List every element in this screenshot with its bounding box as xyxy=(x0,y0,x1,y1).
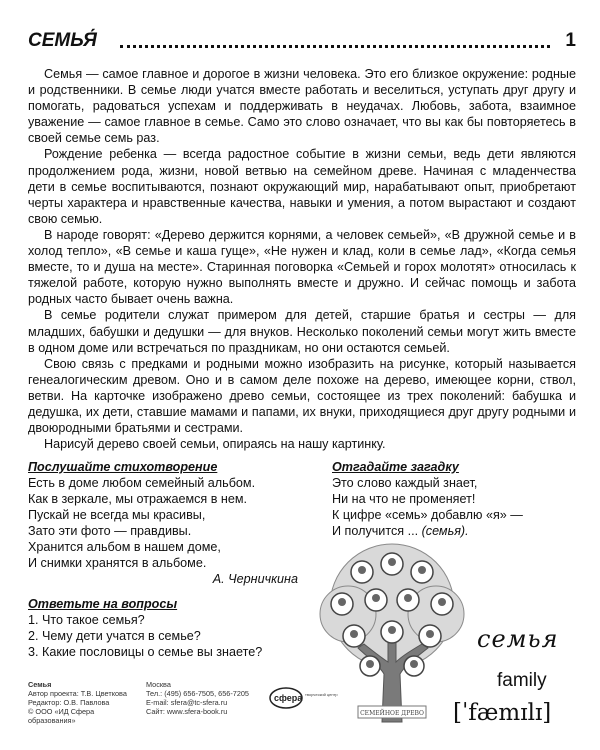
page-title: СЕМЬЯ́ xyxy=(28,30,97,51)
intro-text xyxy=(28,66,576,452)
questions-section xyxy=(28,596,318,660)
title-leader-dots xyxy=(120,45,550,48)
question-item: 1. Что такое семья? xyxy=(28,613,145,627)
tree-caption: СЕМЕЙНОЕ ДРЕВО xyxy=(360,710,424,717)
riddle-line: Это слово каждый знает, xyxy=(332,476,478,490)
footer-left xyxy=(28,680,143,725)
poem-line: Зато эти фото — правдивы. xyxy=(28,524,192,538)
poem-line: Хранится альбом в нашем доме, xyxy=(28,540,221,554)
riddle-heading: Отгадайте загадку xyxy=(332,460,459,474)
poem-heading: Послушайте стихотворение xyxy=(28,460,218,474)
question-item: 3. Какие пословицы о семье вы знаете? xyxy=(28,645,263,659)
footer-city: Москва xyxy=(146,680,171,689)
intro-paragraph: В семье родители служат примером для детей, старшие братья и сестры — для младших, бабушки и дедушки — для внуков. Несколько поколений семьи могут жить вместе в одном доме или встречаться по праздникам, но они остаются семьей. xyxy=(28,308,576,355)
word-russian: семья xyxy=(477,625,559,653)
poem-line: Пускай не всегда мы красивы, xyxy=(28,508,206,522)
footer-right xyxy=(146,680,286,716)
question-item: 2. Чему дети учатся в семье? xyxy=(28,629,201,643)
footer-author: Автор проекта: Т.В. Цветкова xyxy=(28,689,127,698)
intro-paragraph: Семья — самое главное и дорогое в жизни человека. Это его близкое окружение: родные и родственники. В семье люди учатся вместе работать и веселиться, уступать друг другу и помогать, радоваться успехам и поддерживать в неудачах. Любовь, забота, взаимное уважение — самое главное в семье. Само это слово означает, что вы как бы повторяетесь в своей семье семь раз. xyxy=(28,67,576,146)
intro-paragraph: Нарисуй дерево своей семьи, опираясь на нашу картинку. xyxy=(44,437,386,452)
poem-section xyxy=(28,459,318,587)
riddle-answer: (семья). xyxy=(421,524,469,538)
footer-editor: Редактор: О.В. Павлова xyxy=(28,698,110,707)
poem-author: А. Черничкина xyxy=(212,572,298,586)
poem-line: Как в зеркале, мы отражаемся в нем. xyxy=(28,492,248,506)
footer-copyright: © ООО «ИД Сфера образования» xyxy=(28,707,95,725)
intro-paragraph: В народе говорят: «Дерево держится корнями, а человек семьей», «В дружной семье и в холод тепло», «В семье и каша гуще», «Не нужен и клад, коли в семье лад», «Когда семья вместе, то и душа на месте». Старинная поговорка «Семьей и горох молотят» относилась к тяжелой работе, которую нужно выполнять вместе и дружно. И сейчас помощь и забота родных часто бывает очень важна. xyxy=(28,227,576,307)
family-tree-icon xyxy=(318,544,466,722)
poem-line: И снимки хранятся в альбоме. xyxy=(28,556,207,570)
riddle-last-line-prefix: И получится ... xyxy=(332,524,422,538)
riddle-line: Ни на что не променяет! xyxy=(332,492,476,506)
riddle-line: К цифре «семь» добавлю «я» — xyxy=(332,508,523,522)
page-title-row xyxy=(28,30,576,56)
intro-paragraph: Свою связь с предками и родными можно изобразить на рисунке, который называется генеалогическим древом. Оно и в самом деле похоже на дерево, имеющее корни, ствол, ветви. На карточке изображено древо семьи, состоящее из трех поколений: бабушка и дедушка, их дети, ставшие мамами и папами, их внуки, приходящиеся друг другу родными и двоюродными братьями и сестрами. xyxy=(28,356,576,436)
logo-text: сфера xyxy=(274,693,303,703)
intro-paragraph: Рождение ребенка — всегда радостное событие в жизни семьи, ведь дети являются продолжением рода, жизни, новой ветвью на семейном древе. Начиная с младенчества дети в семье воспитываются, познают окружающий мир, нарабатывают опыт, приобретают черты характера и нравственные качества, навыки и умения, а потом вырастают и создают свою семью. xyxy=(28,147,576,226)
footer-site: Сайт: www.sfera-book.ru xyxy=(146,707,228,716)
questions-heading: Ответьте на вопросы xyxy=(28,597,178,611)
word-english: family xyxy=(497,670,547,691)
poem-line: Есть в доме любом семейный альбом. xyxy=(28,476,256,490)
riddle-section xyxy=(332,459,592,539)
riddle-last-line xyxy=(332,523,592,539)
logo-subtext: творческий центр xyxy=(305,692,338,697)
footer-phone: Тел.: (495) 656-7505, 656-7205 xyxy=(146,689,249,698)
page-number: 1 xyxy=(565,30,576,51)
footer-series: Семья xyxy=(28,680,52,689)
word-transcription: [ˈfæmɪlɪ] xyxy=(453,700,552,726)
footer-email: E-mail: sfera@tc-sfera.ru xyxy=(146,698,228,707)
